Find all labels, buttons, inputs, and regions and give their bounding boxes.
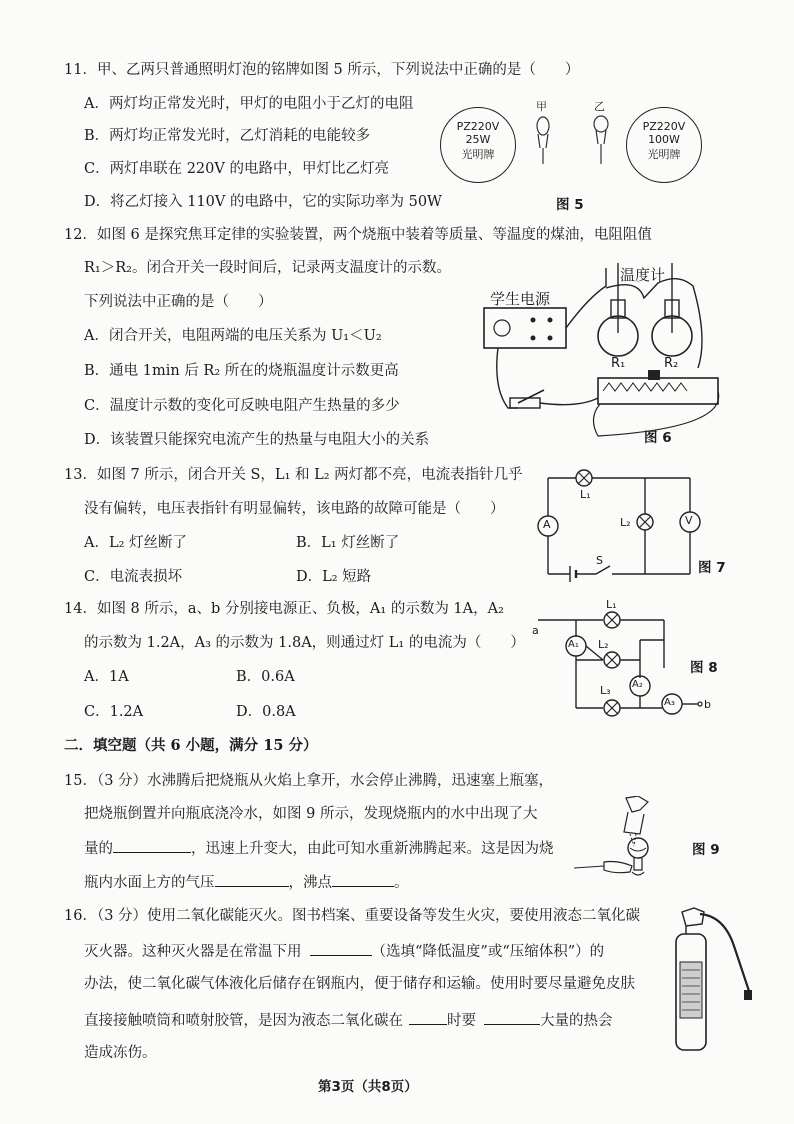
q16-line1: 16．（3 分）使用二氧化碳能灭火。图书档案、重要设备等发生火灾，要使用液态二氧化碳 [64,908,641,924]
bulb-a-icon [528,112,558,172]
fig7-switch: S [596,554,603,567]
fig8-terminal-b: b [704,698,711,711]
q11-stem: 11．甲、乙两只普通照明灯泡的铭牌如图 5 所示，下列说法中正确的是（ ） [64,62,580,78]
figure-5 [440,92,740,212]
q14-option-b: B．0.6A [236,669,295,685]
lamp-b-label: 乙 [594,100,605,113]
q11-option-c: C．两灯串联在 220V 的电路中，甲灯比乙灯亮 [84,161,389,177]
q14-option-c: C．1.2A [84,704,144,720]
lamp-a-label: 甲 [536,100,547,113]
fig8-l3: L₃ [600,684,611,697]
q11-option-b: B．两灯均正常发光时，乙灯消耗的电能较多 [84,128,371,144]
r2-label: R₂ [664,356,679,371]
figure-5-label: 图 5 [556,197,584,213]
r1-label: R₁ [611,356,626,371]
fig8-a1: A₁ [568,639,579,650]
q13-option-a: A．L₂ 灯丝断了 [84,535,188,551]
lamp-b-nameplate: PZ220V 100W 光明牌 [626,107,702,183]
q13-option-b: B．L₁ 灯丝断了 [296,535,400,551]
q15-blank-3[interactable] [332,872,394,887]
figure-6 [478,258,728,443]
q12-line3: 下列说法中正确的是（ ） [84,294,273,310]
q12-line2: R₁＞R₂。闭合开关一段时间后，记录两支温度计的示数。 [84,260,451,276]
fig8-a3: A₃ [664,697,675,708]
q16-line3: 办法，使二氧化碳气体液化后储存在钢瓶内，便于储存和运输。使用时要尽量避免皮肤 [84,976,635,992]
q13-line2: 没有偏转，电压表指针有明显偏转，该电路的故障可能是（ ） [84,501,505,517]
q14-option-d: D．0.8A [236,704,296,720]
q12-option-d: D．该装置只能探究电流产生的热量与电阻大小的关系 [84,432,430,448]
q12-option-a: A．闭合开关，电阻两端的电压关系为 U₁＜U₂ [84,328,382,344]
fig8-a2: A₂ [632,679,643,690]
q16-line2: 灭火器。这种灭火器是在常温下用 （选填“降低温度”或“压缩体积”）的 [84,941,604,961]
q12-line1: 12．如图 6 是探究焦耳定律的实验装置，两个烧瓶中装着等质量、等温度的煤油，电阻阻值 [64,227,652,243]
fig7-voltmeter: V [685,514,693,527]
fig8-l2: L₂ [598,638,609,651]
q16-blank-1[interactable] [310,941,372,956]
q16-line4: 直接接触喷筒和喷射胶管，是因为液态二氧化碳在 时要 大量的热会 [84,1010,613,1030]
power-supply-label: 学生电源 [490,290,551,308]
q15-line3: 量的 ，迅速上升变大，由此可知水重新沸腾起来。这是因为烧 [84,838,554,858]
q15-blank-2[interactable] [215,872,289,887]
q11-option-d: D．将乙灯接入 110V 的电路中，它的实际功率为 50W [84,194,442,210]
q11-option-a: A．两灯均正常发光时，甲灯的电阻小于乙灯的电阻 [84,96,414,112]
fig7-ammeter: A [543,518,551,531]
q16-blank-3[interactable] [484,1010,540,1025]
q15-line1: 15．（3 分）水沸腾后把烧瓶从火焰上拿开，水会停止沸腾，迅速塞上瓶塞， [64,773,554,789]
figure-7 [530,466,710,582]
bulb-b-icon [586,112,616,172]
q13-option-c: C．电流表损坏 [84,569,183,585]
figure-9 [574,796,682,882]
lamp-a-nameplate: PZ220V 25W 光明牌 [440,107,516,183]
q16-line5: 造成冻伤。 [84,1045,157,1061]
q12-option-c: C．温度计示数的变化可反映电阻产生热量的多少 [84,398,400,414]
q12-option-b: B．通电 1min 后 R₂ 所在的烧瓶温度计示数更高 [84,363,399,379]
fig7-l2: L₂ [620,516,631,529]
q15-line4: 瓶内水面上方的气压 ，沸点 。 [84,872,409,892]
fig8-l1: L₁ [606,598,617,611]
q13-option-d: D．L₂ 短路 [296,569,372,585]
figure-6-label: 图 6 [644,430,672,446]
q14-line1: 14．如图 8 所示，a、b 分别接电源正、负极，A₁ 的示数为 1A，A₂ [64,601,504,617]
figure-9-label: 图 9 [692,842,720,858]
fire-extinguisher-icon [664,906,756,1056]
fig8-terminal-a: a [532,624,539,637]
q15-line2: 把烧瓶倒置并向瓶底浇冷水，如图 9 所示，发现烧瓶内的水中出现了大 [84,806,538,822]
q14-line2: 的示数为 1.2A，A₃ 的示数为 1.8A，则通过灯 L₁ 的电流为（ ） [84,635,525,651]
section-title: 二．填空题（共 6 小题，满分 15 分） [64,737,318,754]
q15-blank-1[interactable] [113,838,191,853]
figure-7-label: 图 7 [698,560,726,576]
thermometer-label: 温度计 [620,266,666,284]
q13-line1: 13．如图 7 所示，闭合开关 S，L₁ 和 L₂ 两灯都不亮，电流表指针几乎 [64,467,523,483]
page-footer: 第3页（共8页） [318,1079,418,1095]
figure-8-label: 图 8 [690,660,718,676]
q16-blank-2[interactable] [409,1010,447,1025]
fig7-l1: L₁ [580,488,591,501]
q14-option-a: A．1A [84,669,129,685]
